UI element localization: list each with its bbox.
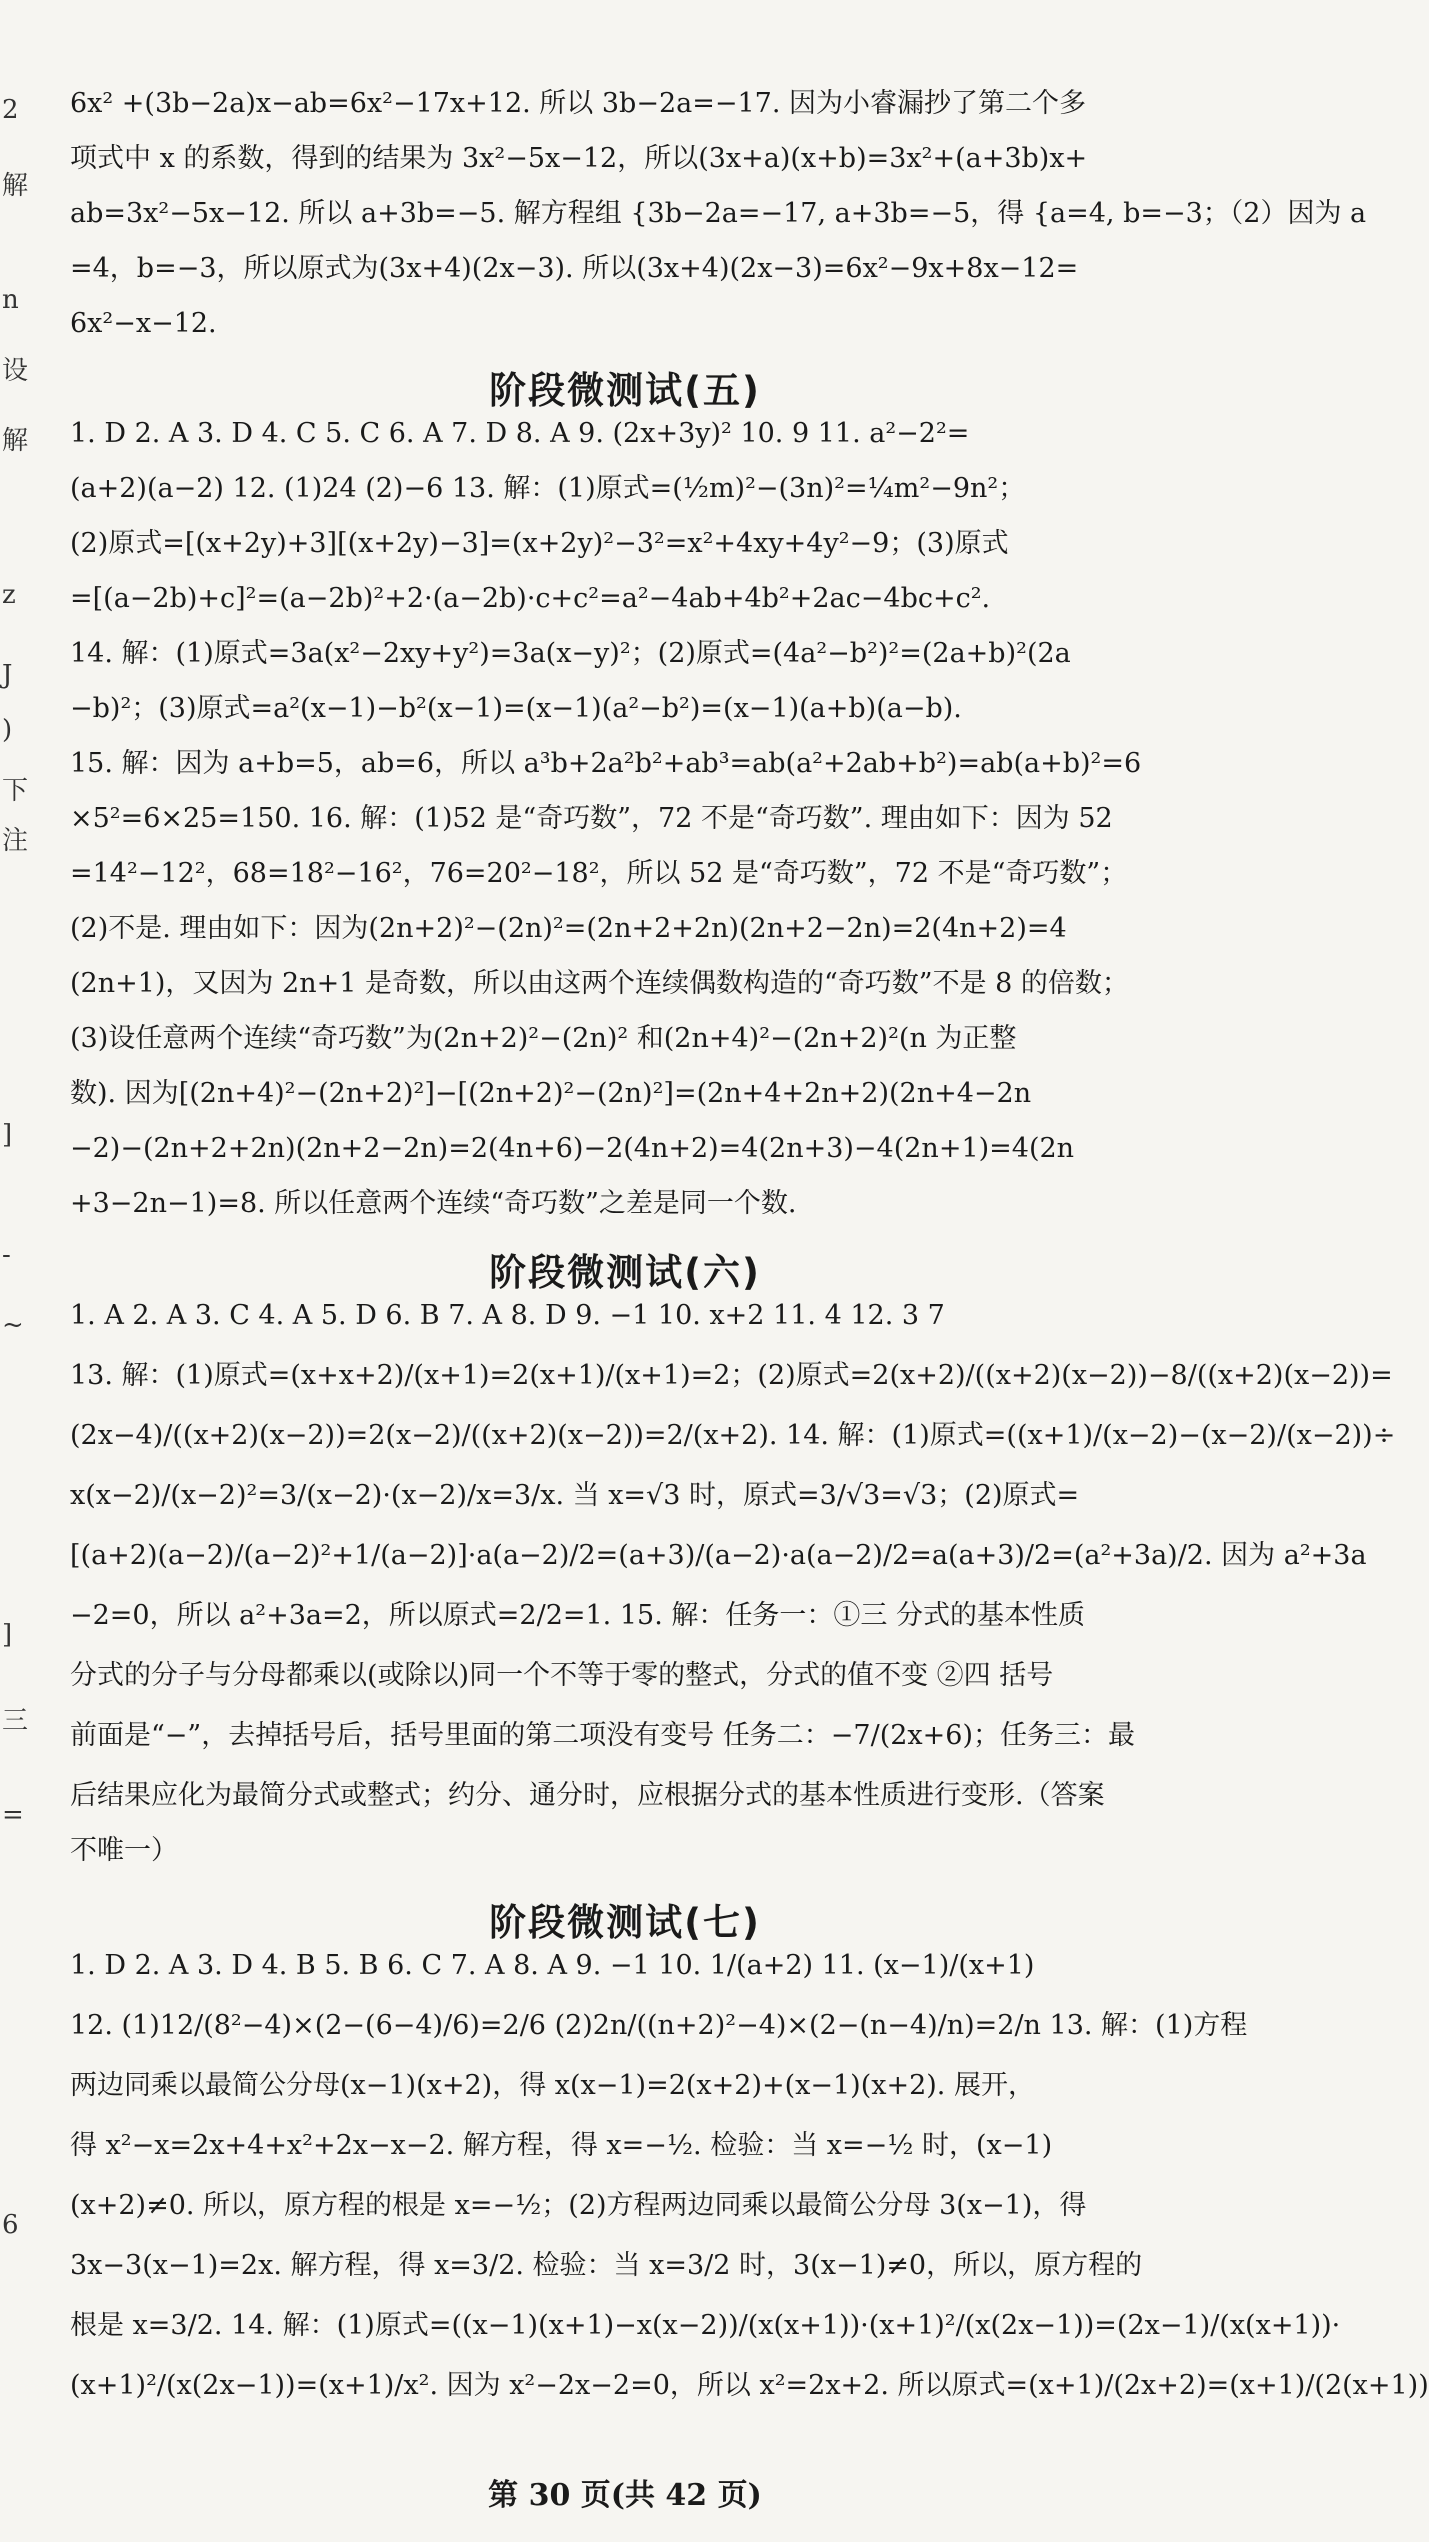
text-line: =14²−12²，68=18²−16²，76=20²−18²，所以 52 是“奇巧数”，72 不是“奇巧数”； [70, 858, 1128, 889]
text-line: −2=0，所以 a²+3a=2，所以原式=2/2=1. 15. 解：任务一：①三 分式的基本性质 [70, 1600, 1085, 1631]
text-line: 分式的分子与分母都乘以(或除以)同一个不等于零的整式，分式的值不变 ②四 括号 [70, 1660, 1054, 1691]
gutter-mark: ] [2, 1120, 13, 1150]
gutter-mark: 解 [2, 171, 29, 201]
gutter-mark: 三 [2, 1706, 29, 1736]
text-line: +3−2n−1)=8. 所以任意两个连续“奇巧数”之差是同一个数. [70, 1188, 797, 1219]
text-line: 后结果应化为最简分式或整式；约分、通分时，应根据分式的基本性质进行变形.（答案 [70, 1780, 1105, 1811]
text-line: =[(a−2b)+c]²=(a−2b)²+2·(a−2b)·c+c²=a²−4ab+4b²+2ac−4bc+c². [70, 583, 991, 614]
text-line: 得 x²−x=2x+4+x²+2x−x−2. 解方程，得 x=−½. 检验：当 x=−½ 时，(x−1) [70, 2130, 1053, 2161]
text-line: =4，b=−3，所以原式为(3x+4)(2x−3). 所以(3x+4)(2x−3)=6x²−9x+8x−12= [70, 253, 1079, 284]
gutter-mark: 下 [2, 776, 29, 806]
text-line: 数). 因为[(2n+4)²−(2n+2)²]−[(2n+2)²−(2n)²]=(2n+4+2n+2)(2n+4−2n [70, 1078, 1032, 1109]
gutter-mark: 6 [2, 2210, 19, 2240]
text-line: 根是 x=3/2. 14. 解：(1)原式=((x−1)(x+1)−x(x−2))/(x(x+1))·(x+1)²/(x(2x−1))=(2x−1)/(x(x+1))· [70, 2310, 1341, 2341]
text-line: ab=3x²−5x−12. 所以 a+3b=−5. 解方程组 {3b−2a=−17, a+3b=−5，得 {a=4, b=−3；（2）因为 a [70, 198, 1367, 229]
section-title: 阶段微测试(七) [489, 1901, 761, 1944]
gutter-mark: 设 [2, 356, 29, 386]
text-line: 前面是“−”，去掉括号后，括号里面的第二项没有变号 任务二：−7/(2x+6)；任务三：最 [70, 1720, 1135, 1751]
gutter-mark: n [2, 285, 19, 315]
text-line: 不唯一） [70, 1835, 178, 1866]
gutter-mark: ~ [2, 1310, 24, 1340]
text-line: (x+1)²/(x(2x−1))=(x+1)/x². 因为 x²−2x−2=0，所以 x²=2x+2. 所以原式=(x+1)/(2x+2)=(x+1)/(2(x+1)) [70, 2370, 1429, 2401]
text-line: x(x−2)/(x−2)²=3/(x−2)·(x−2)/x=3/x. 当 x=√3 时，原式=3/√3=√3；(2)原式= [70, 1480, 1080, 1511]
left-gutter [0, 0, 34, 2542]
text-line: 3x−3(x−1)=2x. 解方程，得 x=3/2. 检验：当 x=3/2 时，3(x−1)≠0，所以，原方程的 [70, 2250, 1143, 2281]
text-line: 1. D 2. A 3. D 4. B 5. B 6. C 7. A 8. A 9. −1 10. 1/(a+2) 11. (x−1)/(x+1) [70, 1950, 1035, 1981]
text-line: 6x² +(3b−2a)x−ab=6x²−17x+12. 所以 3b−2a=−17. 因为小睿漏抄了第二个多 [70, 88, 1087, 119]
text-line: 两边同乘以最简公分母(x−1)(x+2)，得 x(x−1)=2(x+2)+(x−1)(x+2). 展开， [70, 2070, 1035, 2101]
text-line: 6x²−x−12. [70, 308, 217, 339]
text-line: ×5²=6×25=150. 16. 解：(1)52 是“奇巧数”，72 不是“奇巧数”. 理由如下：因为 52 [70, 803, 1113, 834]
text-line: 15. 解：因为 a+b=5，ab=6，所以 a³b+2a²b²+ab³=ab(a²+2ab+b²)=ab(a+b)²=6 [70, 748, 1142, 779]
gutter-mark: = [2, 1800, 24, 1830]
gutter-mark: 注 [2, 826, 29, 856]
section-title: 阶段微测试(五) [489, 369, 761, 412]
text-line: −b)²；(3)原式=a²(x−1)−b²(x−1)=(x−1)(a²−b²)=(x−1)(a+b)(a−b). [70, 693, 962, 724]
text-line: (3)设任意两个连续“奇巧数”为(2n+2)²−(2n)² 和(2n+4)²−(2n+2)²(n 为正整 [70, 1023, 1017, 1054]
text-line: (a+2)(a−2) 12. (1)24 (2)−6 13. 解：(1)原式=(½m)²−(3n)²=¼m²−9n²； [70, 473, 1026, 504]
gutter-mark: - [2, 1240, 11, 1270]
text-line: (x+2)≠0. 所以，原方程的根是 x=−½；(2)方程两边同乘以最简公分母 3(x−1)，得 [70, 2190, 1087, 2221]
gutter-mark: ) [2, 715, 13, 745]
gutter-mark: 2 [2, 95, 19, 125]
gutter-mark: 解 [2, 426, 29, 456]
gutter-mark: z [2, 580, 16, 610]
page-footer: 第 30 页(共 42 页) [488, 2478, 762, 2513]
text-line: 1. A 2. A 3. C 4. A 5. D 6. B 7. A 8. D 9. −1 10. x+2 11. 4 12. 3 7 [70, 1300, 945, 1331]
gutter-mark: ] [2, 1620, 13, 1650]
text-line: (2x−4)/((x+2)(x−2))=2(x−2)/((x+2)(x−2))=2/(x+2). 14. 解：(1)原式=((x+1)/(x−2)−(x−2)/(x−2))÷ [70, 1420, 1396, 1451]
section-title: 阶段微测试(六) [489, 1251, 761, 1294]
text-line: 14. 解：(1)原式=3a(x²−2xy+y²)=3a(x−y)²；(2)原式=(4a²−b²)²=(2a+b)²(2a [70, 638, 1071, 669]
text-line: (2n+1)，又因为 2n+1 是奇数，所以由这两个连续偶数构造的“奇巧数”不是 8 的倍数； [70, 968, 1129, 999]
gutter-mark: J [2, 660, 13, 690]
text-line: [(a+2)(a−2)/(a−2)²+1/(a−2)]·a(a−2)/2=(a+3)/(a−2)·a(a−2)/2=a(a+3)/2=(a²+3a)/2. 因为 a²+3a [70, 1540, 1367, 1571]
text-line: 1. D 2. A 3. D 4. C 5. C 6. A 7. D 8. A 9. (2x+3y)² 10. 9 11. a²−2²= [70, 418, 970, 449]
text-line: 项式中 x 的系数，得到的结果为 3x²−5x−12，所以(3x+a)(x+b)=3x²+(a+3b)x+ [70, 143, 1088, 174]
text-line: (2)原式=[(x+2y)+3][(x+2y)−3]=(x+2y)²−3²=x²+4xy+4y²−9；(3)原式 [70, 528, 1009, 559]
text-line: 13. 解：(1)原式=(x+x+2)/(x+1)=2(x+1)/(x+1)=2；(2)原式=2(x+2)/((x+2)(x−2))−8/((x+2)(x−2))= [70, 1360, 1393, 1391]
text-line: 12. (1)12/(8²−4)×(2−(6−4)/6)=2/6 (2)2n/((n+2)²−4)×(2−(n−4)/n)=2/n 13. 解：(1)方程 [70, 2010, 1248, 2041]
text-line: (2)不是. 理由如下：因为(2n+2)²−(2n)²=(2n+2+2n)(2n+2−2n)=2(4n+2)=4 [70, 913, 1067, 944]
text-line: −2)−(2n+2+2n)(2n+2−2n)=2(4n+6)−2(4n+2)=4(2n+3)−4(2n+1)=4(2n [70, 1133, 1075, 1164]
